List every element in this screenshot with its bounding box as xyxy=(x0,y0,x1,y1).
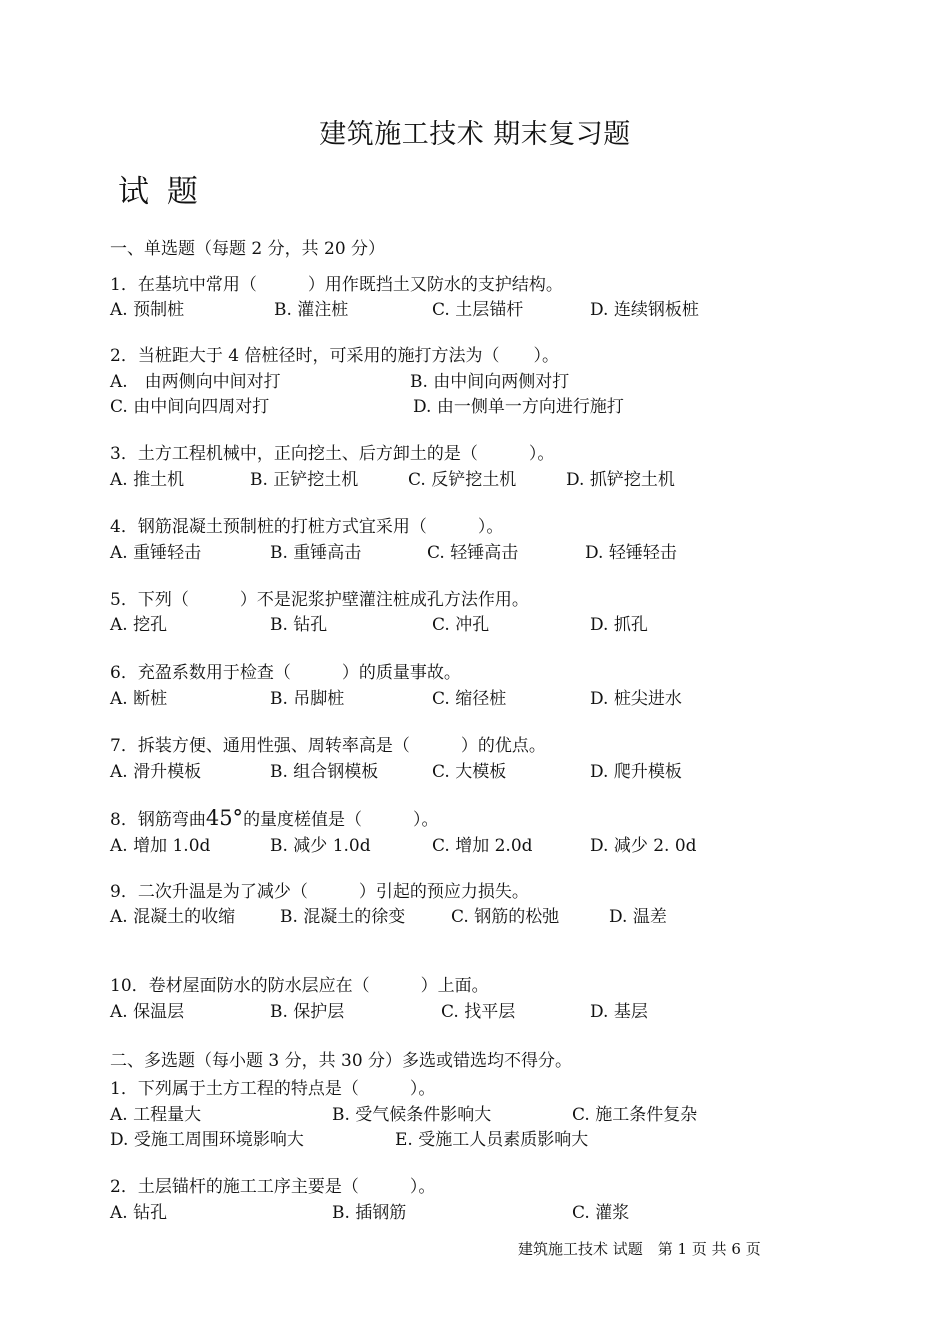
question-8-text-end: 的量度槎值是（ ）。 xyxy=(243,810,439,830)
angle-value: 45° xyxy=(205,806,244,830)
option-b: B. 受气候条件影响大 xyxy=(332,1105,492,1125)
question-4: 4．钢筋混凝土预制桩的打桩方式宜采用（ ）。 xyxy=(110,517,504,537)
option-a: A. 增加 1.0d xyxy=(110,836,211,856)
option-b: B. 钻孔 xyxy=(270,615,328,635)
option-c: C. 钢筋的松弛 xyxy=(451,907,560,927)
option-c: C. 冲孔 xyxy=(432,615,490,635)
option-d: D. 爬升模板 xyxy=(590,762,682,782)
option-b: B. 正铲挖土机 xyxy=(250,470,359,490)
option-d: D. 由一侧单一方向进行施打 xyxy=(413,397,624,417)
option-a: A. 混凝土的收缩 xyxy=(110,907,236,927)
question-8 xyxy=(110,807,439,831)
option-b: B. 混凝土的徐变 xyxy=(280,907,406,927)
question-5: 5．下列（ ）不是泥浆护壁灌注桩成孔方法作用。 xyxy=(110,590,529,610)
question-3: 3．土方工程机械中，正向挖土、后方卸土的是（ ）。 xyxy=(110,444,555,464)
option-b: B. 保护层 xyxy=(270,1002,345,1022)
option-d: D. 温差 xyxy=(609,907,667,927)
option-e: E. 受施工人员素质影响大 xyxy=(395,1130,589,1150)
option-a: A. 断桩 xyxy=(110,689,168,709)
question-2-1: 1．下列属于土方工程的特点是（ ）。 xyxy=(110,1079,436,1099)
option-d: D. 受施工周围环境影响大 xyxy=(110,1130,304,1150)
option-d: D. 轻锤轻击 xyxy=(585,543,677,563)
section2-heading: 二、多选题（每小题 3 分，共 30 分）多选或错选均不得分。 xyxy=(110,1051,573,1071)
question-6: 6．充盈系数用于检查（ ）的质量事故。 xyxy=(110,663,461,683)
option-d: D. 抓孔 xyxy=(590,615,648,635)
option-b: B. 由中间向两侧对打 xyxy=(410,372,570,392)
question-2: 2．当桩距大于 4 倍桩径时，可采用的施打方法为（ ）。 xyxy=(110,346,559,366)
option-c: C. 反铲挖土机 xyxy=(408,470,517,490)
option-b: B. 插钢筋 xyxy=(332,1203,407,1223)
option-b: B. 重锤高击 xyxy=(270,543,362,563)
option-a: A. 钻孔 xyxy=(110,1203,168,1223)
question-1: 1．在基坑中常用（ ）用作既挡土又防水的支护结构。 xyxy=(110,275,563,295)
option-a: A. 保温层 xyxy=(110,1002,185,1022)
option-a: A. 挖孔 xyxy=(110,615,168,635)
option-c: C. 由中间向四周对打 xyxy=(110,397,270,417)
option-c: C. 土层锚杆 xyxy=(432,300,524,320)
option-c: C. 增加 2.0d xyxy=(432,836,533,856)
option-b: B. 组合钢模板 xyxy=(270,762,379,782)
option-a: A. 推土机 xyxy=(110,470,185,490)
question-2-2: 2．土层锚杆的施工工序主要是（ ）。 xyxy=(110,1177,436,1197)
option-d: D. 桩尖进水 xyxy=(590,689,682,709)
section1-heading: 一、单选题（每题 2 分，共 20 分） xyxy=(110,239,386,259)
question-8-text: 8．钢筋弯曲 xyxy=(110,810,206,830)
option-c: C. 灌浆 xyxy=(572,1203,630,1223)
option-b: B. 吊脚桩 xyxy=(270,689,345,709)
page-subtitle: 试 题 xyxy=(118,174,202,210)
option-c: C. 施工条件复杂 xyxy=(572,1105,698,1125)
question-10: 10．卷材屋面防水的防水层应在（ ）上面。 xyxy=(110,976,489,996)
option-a: A. 由两侧向中间对打 xyxy=(110,372,281,392)
option-d: D. 基层 xyxy=(590,1002,648,1022)
option-b: B. 灌注桩 xyxy=(274,300,349,320)
page-title: 建筑施工技术 期末复习题 xyxy=(319,119,631,150)
option-a: A. 滑升模板 xyxy=(110,762,202,782)
option-d: D. 减少 2. 0d xyxy=(590,836,697,856)
option-b: B. 减少 1.0d xyxy=(270,836,371,856)
option-c: C. 轻锤高击 xyxy=(427,543,519,563)
option-d: D. 连续钢板桩 xyxy=(590,300,699,320)
page-footer: 建筑施工技术 试题 第 1 页 共 6 页 xyxy=(518,1240,761,1258)
option-d: D. 抓铲挖土机 xyxy=(566,470,675,490)
option-c: C. 大模板 xyxy=(432,762,507,782)
question-9: 9．二次升温是为了减少（ ）引起的预应力损失。 xyxy=(110,882,529,902)
option-c: C. 缩径桩 xyxy=(432,689,507,709)
option-a: A. 预制桩 xyxy=(110,300,185,320)
option-c: C. 找平层 xyxy=(441,1002,516,1022)
option-a: A. 重锤轻击 xyxy=(110,543,202,563)
question-7: 7．拆装方便、通用性强、周转率高是（ ）的优点。 xyxy=(110,736,546,756)
option-a: A. 工程量大 xyxy=(110,1105,202,1125)
